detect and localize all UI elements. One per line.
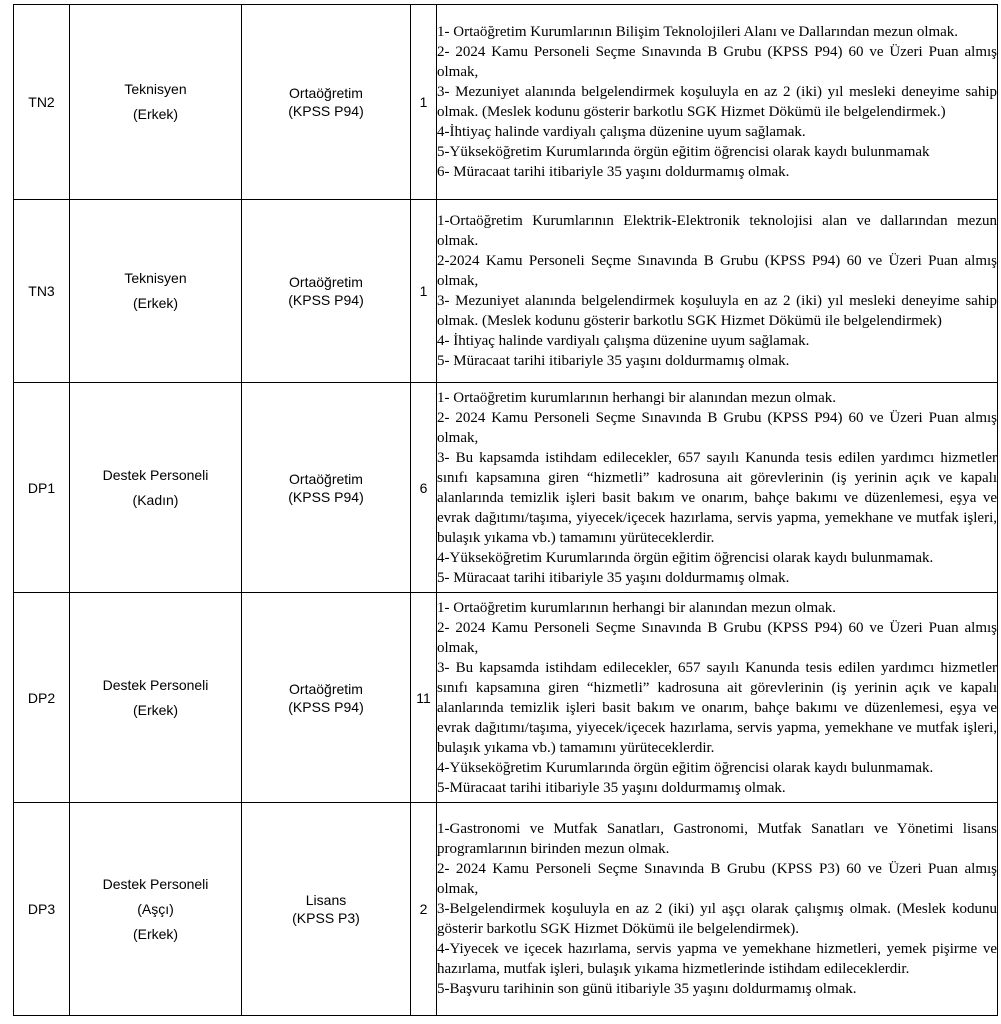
position-quantity: 2 — [411, 803, 437, 1016]
position-title-line: Teknisyen — [124, 81, 187, 97]
requirement-item: 5- Müracaat tarihi itibariyle 35 yaşını doldurmamış olmak. — [437, 569, 790, 586]
positions-table-body — [14, 5, 998, 1016]
position-quantity: 6 — [411, 383, 437, 593]
education-line: Ortaöğretim — [289, 680, 363, 697]
requirement-item: 2- 2024 Kamu Personeli Seçme Sınavında B Grubu (KPSS P94) 60 ve Üzeri Puan almış olmak, — [437, 44, 997, 80]
position-title-line: (Kadın) — [132, 491, 179, 508]
education-cell — [242, 5, 411, 200]
requirement-item: 2- 2024 Kamu Personeli Seçme Sınavında B Grubu (KPSS P94) 60 ve Üzeri Puan almış olmak, — [437, 409, 997, 446]
requirement-item: 4-Yükseköğretim Kurumlarında örgün eğitim öğrencisi olarak kaydı bulunmamak. — [437, 759, 934, 776]
position-title-cell — [70, 200, 242, 383]
education-cell — [242, 200, 411, 383]
position-title-cell — [70, 593, 242, 803]
position-title-line: (Aşçı) — [137, 900, 174, 917]
requirement-item: 5- Müracaat tarihi itibariyle 35 yaşını doldurmamış olmak. — [437, 353, 790, 369]
position-code: TN2 — [14, 5, 70, 200]
requirement-item: 2- 2024 Kamu Personeli Seçme Sınavında B Grubu (KPSS P3) 60 ve Üzeri Puan almış olmak, — [437, 861, 997, 897]
requirements-cell — [437, 593, 998, 803]
requirement-item: 1-Gastronomi ve Mutfak Sanatları, Gastronomi, Mutfak Sanatları ve Yönetimi lisans programlarının birinden mezun olmak. — [437, 821, 997, 857]
education-cell — [242, 803, 411, 1016]
position-title-line: (Erkek) — [132, 701, 179, 718]
requirement-item: 3- Mezuniyet alanında belgelendirmek koşuluyla en az 2 (iki) yıl mesleki deneyime sahip olmak. (Meslek kodunu gösterir barkotlu SGK Hizmet Dökümü ile belgelendirmek.) — [437, 84, 997, 120]
requirement-item: 3- Bu kapsamda istihdam edilecekler, 657 sayılı Kanunda tesis edilen yardımcı hizmetler sınıfı kapsamına giren “hizmetli” kadrosuna ait görevlerinin (iş yerinin açık ve kapalı alanlarında temizlik işleri basit bakım ve onarım, bahçe bakımı ve düzenlemesi, eşya ve evrak dağıtımı/taşıma, yiyecek/içecek hazırlama, servis yapma, yemekhane ve mutfak işleri, bulaşık yıkama vb.) tamamını yürüteceklerdir. — [437, 659, 997, 756]
position-quantity: 1 — [411, 5, 437, 200]
requirement-item: 3-Belgelendirmek koşuluyla en az 2 (iki) yıl aşçı olarak çalışmış olmak. (Meslek kodunu gösterir barkotlu SGK Hizmet Dökümü ile belgelendirmek). — [437, 901, 997, 937]
requirement-item: 4-Yiyecek ve içecek hazırlama, servis yapma ve yemekhane hizmetleri, yemek pişirme ve hazırlama, mutfak işleri, bulaşık yıkama hizmetlerinde istihdam edileceklerdir. — [437, 941, 997, 977]
education-line: Ortaöğretim — [289, 274, 363, 290]
requirement-item: 1-Ortaöğretim Kurumlarının Elektrik-Elektronik teknolojisi alan ve dallarından mezun olmak. — [437, 213, 997, 249]
position-code: DP1 — [14, 383, 70, 593]
position-title-line: (Erkek) — [132, 106, 179, 122]
position-title-cell — [70, 5, 242, 200]
position-row-tn2 — [14, 5, 998, 200]
education-line: Lisans — [305, 892, 347, 908]
position-code: DP3 — [14, 803, 70, 1016]
education-cell — [242, 383, 411, 593]
requirement-item: 3- Bu kapsamda istihdam edilecekler, 657 sayılı Kanunda tesis edilen yardımcı hizmetler sınıfı kapsamına giren “hizmetli” kadrosuna ait görevlerinin (iş yerinin açık ve kapalı alanlarında temizlik işleri basit bakım ve onarım, bahçe bakımı ve düzenlemesi, eşya ve evrak dağıtımı/taşıma, yiyecek/içecek hazırlama, servis yapma, yemekhane ve mutfak işleri, bulaşık yıkama vb.) tamamını yürüteceklerdir. — [437, 449, 997, 546]
requirements-cell — [437, 200, 998, 383]
position-title-line: (Erkek) — [132, 295, 179, 311]
requirements-cell — [437, 803, 998, 1016]
position-quantity: 11 — [411, 593, 437, 803]
positions-table — [13, 4, 998, 1016]
education-line: (KPSS P3) — [292, 910, 360, 926]
position-title-line: Destek Personeli — [102, 466, 209, 483]
requirement-item: 1- Ortaöğretim kurumlarının herhangi bir alanından mezun olmak. — [437, 599, 837, 616]
requirement-item: 3- Mezuniyet alanında belgelendirmek koşuluyla en az 2 (iki) yıl mesleki deneyime sahip olmak. (Meslek kodunu gösterir barkotlu SGK Hizmet Dökümü ile belgelendirmek) — [437, 293, 997, 329]
position-title-line: Teknisyen — [124, 270, 187, 286]
requirement-item: 1- Ortaöğretim kurumlarının herhangi bir alanından mezun olmak. — [437, 389, 837, 406]
education-line: (KPSS P94) — [288, 292, 364, 308]
requirement-item: 2- 2024 Kamu Personeli Seçme Sınavında B Grubu (KPSS P94) 60 ve Üzeri Puan almış olmak, — [437, 619, 997, 656]
requirement-item: 4-Yükseköğretim Kurumlarında örgün eğitim öğrencisi olarak kaydı bulunmamak. — [437, 549, 934, 566]
position-quantity: 1 — [411, 200, 437, 383]
position-code: DP2 — [14, 593, 70, 803]
requirement-item: 6- Müracaat tarihi itibariyle 35 yaşını doldurmamış olmak. — [437, 164, 790, 180]
education-line: Ortaöğretim — [289, 470, 363, 487]
requirements-cell — [437, 383, 998, 593]
requirement-item: 5-Yükseköğretim Kurumlarında örgün eğitim öğrencisi olarak kaydı bulunmamak — [437, 144, 930, 160]
position-row-tn3 — [14, 200, 998, 383]
requirement-item: 1- Ortaöğretim Kurumlarının Bilişim Teknolojileri Alanı ve Dallarından mezun olmak. — [437, 24, 959, 40]
position-row-dp2 — [14, 593, 998, 803]
requirement-item: 5-Müracaat tarihi itibariyle 35 yaşını doldurmamış olmak. — [437, 779, 786, 796]
requirement-item: 5-Başvuru tarihinin son günü itibariyle 35 yaşını doldurmamış olmak. — [437, 981, 857, 997]
position-title-line: Destek Personeli — [102, 676, 209, 693]
position-row-dp1 — [14, 383, 998, 593]
education-line: Ortaöğretim — [289, 85, 363, 101]
position-title-line: Destek Personeli — [102, 875, 209, 892]
education-line: (KPSS P94) — [288, 103, 364, 119]
position-title-cell — [70, 383, 242, 593]
requirement-item: 2-2024 Kamu Personeli Seçme Sınavında B Grubu (KPSS P94) 60 ve Üzeri Puan almış olmak, — [437, 253, 997, 289]
education-line: (KPSS P94) — [288, 488, 364, 505]
requirement-item: 4- İhtiyaç halinde vardiyalı çalışma düzenine uyum sağlamak. — [437, 333, 810, 349]
position-title-cell — [70, 803, 242, 1016]
requirements-cell — [437, 5, 998, 200]
position-row-dp3 — [14, 803, 998, 1016]
position-code: TN3 — [14, 200, 70, 383]
position-title-line: (Erkek) — [132, 925, 179, 942]
education-cell — [242, 593, 411, 803]
education-line: (KPSS P94) — [288, 698, 364, 715]
requirement-item: 4-İhtiyaç halinde vardiyalı çalışma düzenine uyum sağlamak. — [437, 124, 806, 140]
